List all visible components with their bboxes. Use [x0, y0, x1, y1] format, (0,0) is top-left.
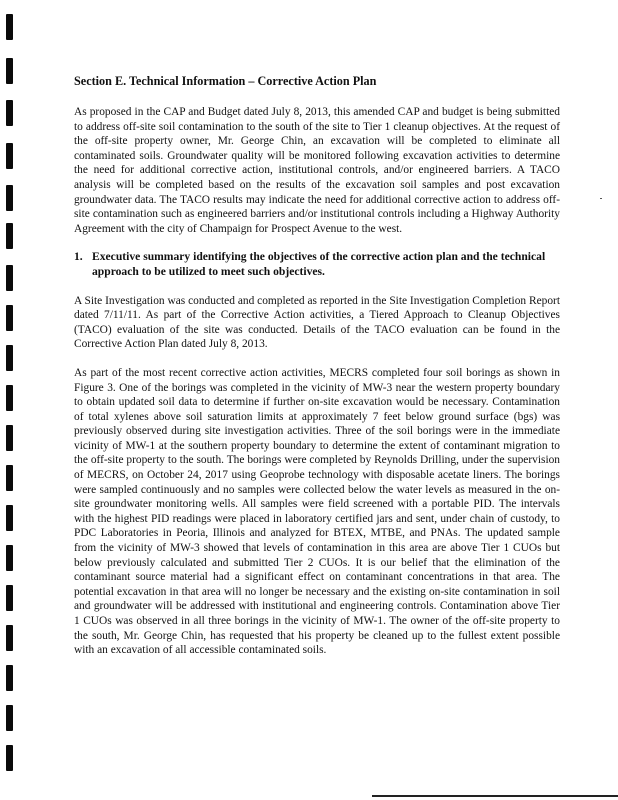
page-bottom-rule — [372, 795, 618, 797]
punch-mark — [6, 385, 13, 411]
item-number: 1. — [74, 250, 83, 264]
binder-punch-marks — [6, 0, 14, 800]
punch-mark — [6, 625, 13, 651]
numbered-item-1 — [74, 250, 560, 279]
punch-mark — [6, 505, 13, 531]
punch-mark — [6, 143, 13, 169]
section-title: Section E. Technical Information – Corrective Action Plan — [74, 74, 377, 88]
punch-mark — [6, 223, 13, 249]
punch-mark — [6, 705, 13, 731]
document-body — [74, 74, 560, 672]
corrective-action-paragraph: As part of the most recent corrective action activities, MECRS completed four soil borings as shown in Figure 3. One of the borings was completed in the vicinity of MW-3 near the western property boundary to obtain updated soil data to determine if further on-site excavation would be necessary. Contamination of total xylenes above soil saturation limits at approximately 7 feet below ground surface (bgs) was previously observed during site investigation activities. Three of the soil borings were in the immediate vicinity of MW-1 at the southern property boundary to determine the extent of contaminant migration to the off-site property to the south. The borings were completed by Reynolds Drilling, under the supervision of MECRS, on October 24, 2017 using Geoprobe technology with disposable acetate liners. The borings were sampled continuously and no samples were collected below the water levels as measured in the on-site groundwater monitoring wells. All samples were field screened with a portable PID. The intervals with the highest PID readings were placed in laboratory certified jars and sent, under chain of custody, to PDC Laboratories in Peoria, Illinois and analyzed for BTEX, MTBE, and PNAs. The updated sample from the vicinity of MW-3 showed that levels of contamination in this area are above Tier 1 CUOs but below previously calculated and submitted Tier 2 CUOs. It is our belief that the elimination of the contaminant source material had a significant effect on contaminant concentrations in that area. The potential excavation in that area will no longer be necessary and the existing on-site contamination in soil and groundwater will be addressed with institutional and engineering controls. Contamination above Tier 1 CUOs was observed in all three borings in the vicinity of MW-1. The owner of the off-site property to the south, Mr. George Chin, has requested that his property be cleaned up to the fullest extent possible with an excavation of all accessible contaminated soils. — [74, 366, 560, 657]
scan-speck — [600, 198, 602, 199]
item-heading: Executive summary identifying the objectives of the corrective action plan and the technical approach to be utilized to meet such objectives. — [92, 250, 546, 278]
punch-mark — [6, 465, 13, 491]
punch-mark — [6, 58, 13, 84]
punch-mark — [6, 545, 13, 571]
punch-mark — [6, 100, 13, 126]
punch-mark — [6, 585, 13, 611]
punch-mark — [6, 665, 13, 691]
punch-mark — [6, 14, 13, 40]
site-investigation-paragraph: A Site Investigation was conducted and completed as reported in the Site Investigation Completion Report dated 7/11/11. As part of the Corrective Action activities, a Tiered Approach to Cleanup Objectives (TACO) evaluation of the site was conducted. Details of the TACO evaluation can be found in the Corrective Action Plan dated July 8, 2013. — [74, 294, 560, 351]
punch-mark — [6, 305, 13, 331]
punch-mark — [6, 185, 13, 211]
intro-paragraph: As proposed in the CAP and Budget dated July 8, 2013, this amended CAP and budget is being submitted to address off-site soil contamination to the south of the site to Tier 1 cleanup objectives. At the request of the off-site property owner, Mr. George Chin, an excavation will be completed to eliminate all contaminated soils. Groundwater quality will be monitored following excavation activities to determine the need for additional corrective action, institutional controls, and/or engineered barriers. A TACO analysis will be completed based on the results of the excavation soil samples and post excavation groundwater data. The TACO results may indicate the need for additional corrective action to address off-site contamination such as engineered barriers and/or institutional controls including a Highway Authority Agreement with the city of Champaign for Prospect Avenue to the west. — [74, 106, 560, 235]
punch-mark — [6, 425, 13, 451]
punch-mark — [6, 265, 13, 291]
punch-mark — [6, 345, 13, 371]
punch-mark — [6, 745, 13, 771]
